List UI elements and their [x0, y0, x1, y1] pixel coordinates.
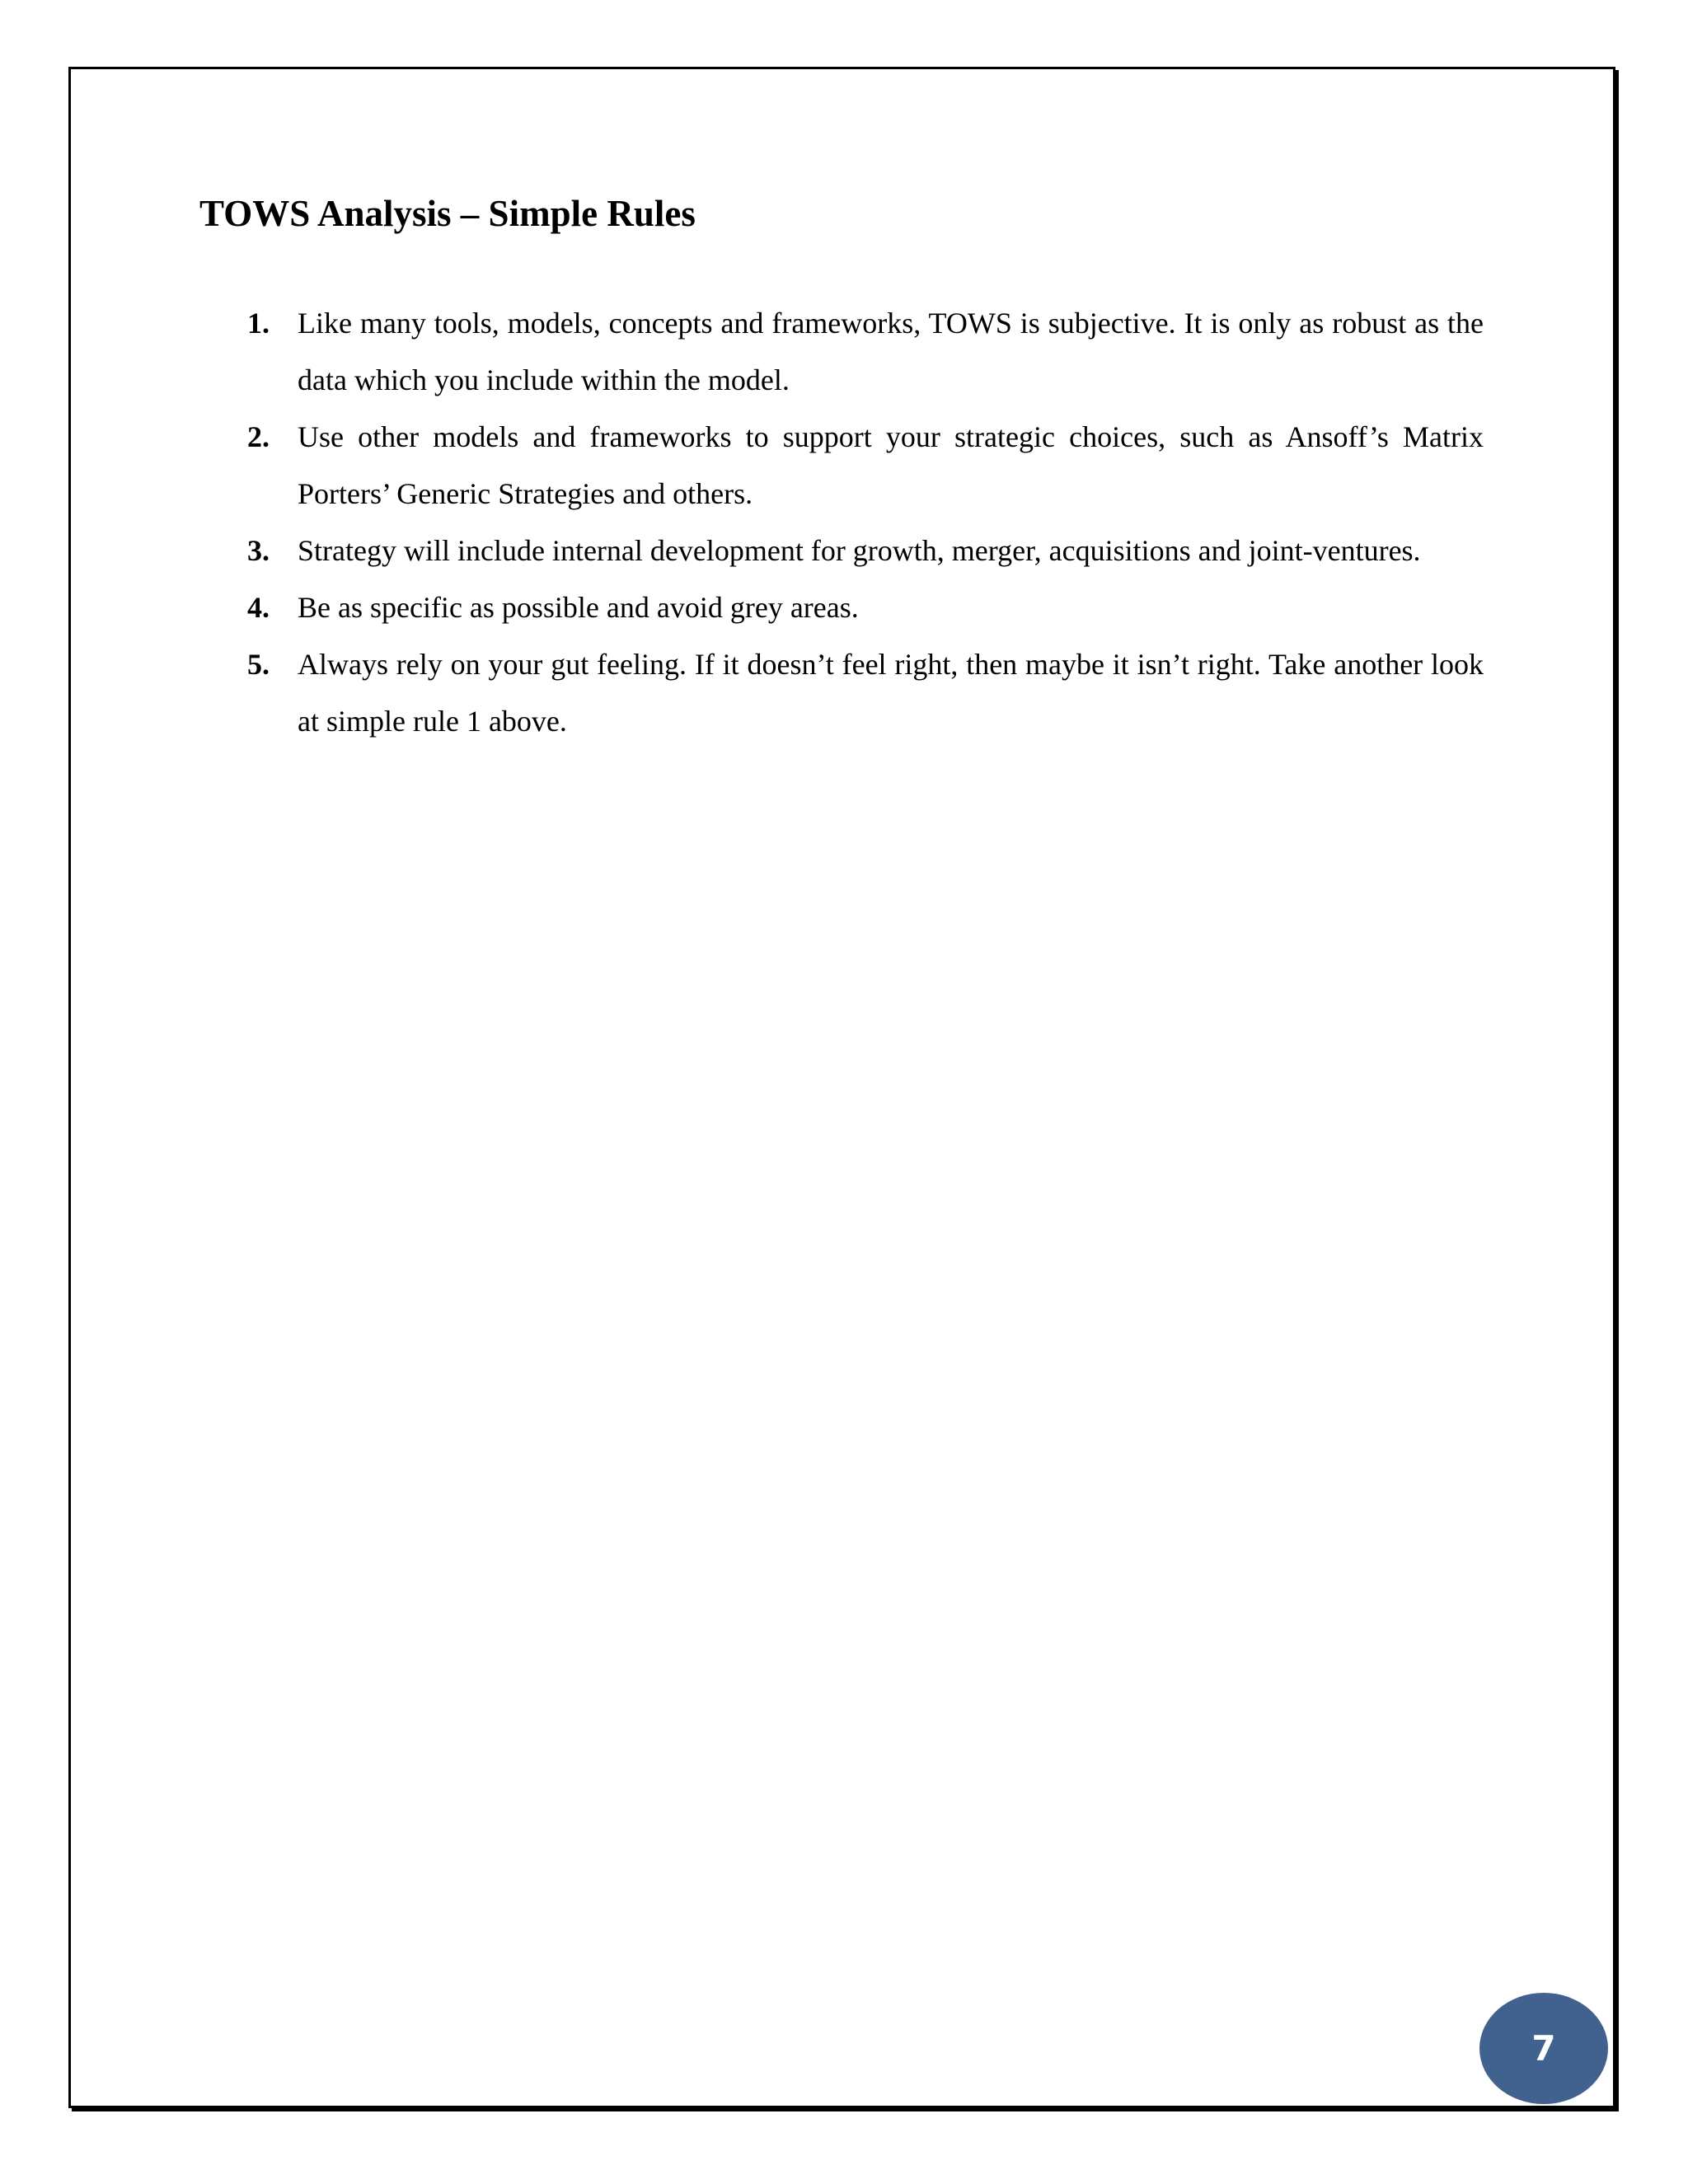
- list-item: [247, 636, 1484, 750]
- page-number-badge: [1479, 1993, 1608, 2104]
- rule-number: 3.: [247, 534, 270, 567]
- list-item: [247, 579, 1484, 636]
- rule-number: 5.: [247, 648, 270, 681]
- rule-list: [247, 295, 1484, 750]
- list-item: [247, 409, 1484, 523]
- list-item: [247, 295, 1484, 409]
- rule-number: 2.: [247, 420, 270, 453]
- rule-number: 4.: [247, 591, 270, 624]
- rule-text: Use other models and frameworks to support your strategic choices, such as Ansoff’s Matrix Porters’ Generic Strategies and others.: [298, 420, 1484, 510]
- rule-text: Be as specific as possible and avoid grey areas.: [298, 591, 859, 624]
- page-title: TOWS Analysis – Simple Rules: [199, 193, 696, 234]
- page-number: 7: [1531, 2028, 1556, 2069]
- rule-number: 1.: [247, 307, 270, 340]
- rule-text: Like many tools, models, concepts and frameworks, TOWS is subjective. It is only as robust as the data which you include within the model.: [298, 307, 1484, 396]
- rule-text: Strategy will include internal development for growth, merger, acquisitions and joint-ventures.: [298, 534, 1421, 567]
- rule-text: Always rely on your gut feeling. If it doesn’t feel right, then maybe it isn’t right. Take another look at simple rule 1 above.: [298, 648, 1484, 738]
- list-item: [247, 523, 1484, 579]
